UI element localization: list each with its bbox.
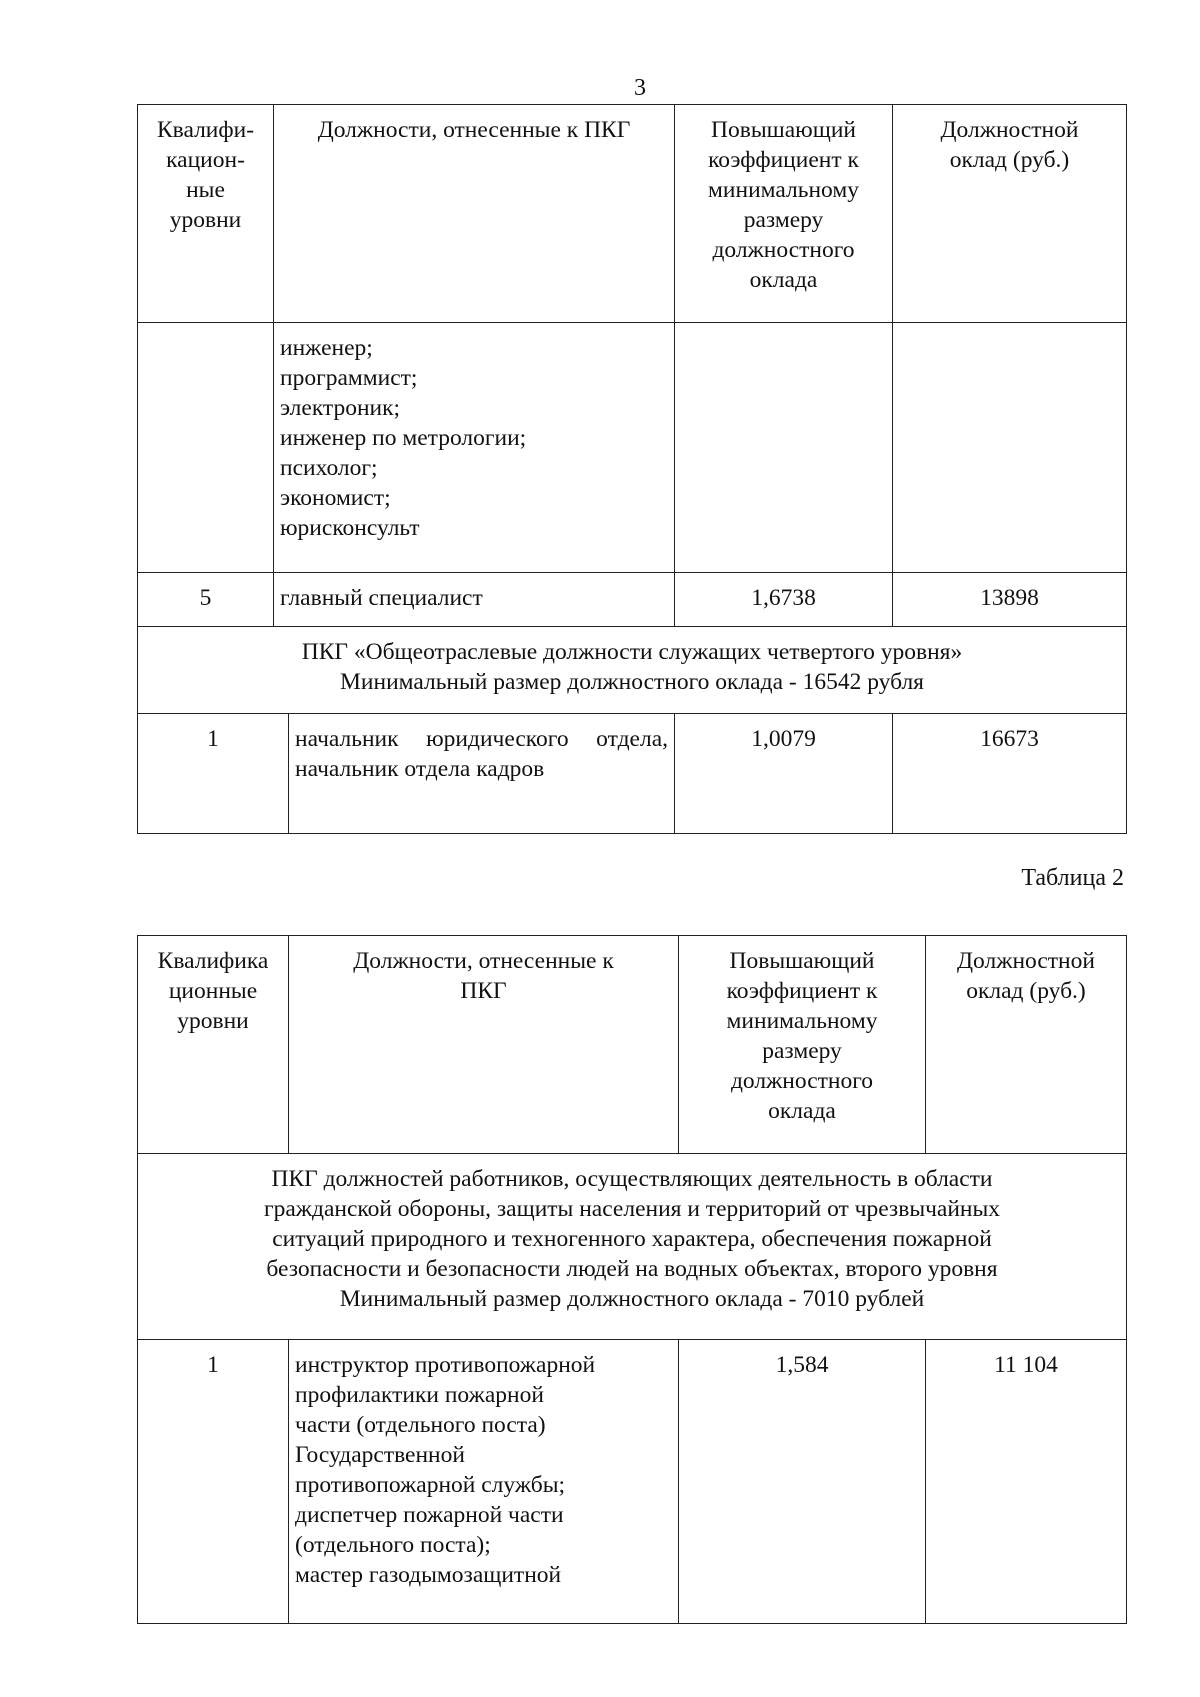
header-coefficient: Повышающий коэффициент к минимальному размеру должностного оклада <box>679 936 926 1154</box>
table-row <box>138 573 1127 627</box>
coefficient-cell: 1,6738 <box>675 573 893 627</box>
header-salary: Должностной оклад (руб.) <box>893 105 1127 323</box>
coefficient-cell: 1,584 <box>679 1340 926 1624</box>
header-salary: Должностной оклад (руб.) <box>926 936 1127 1154</box>
table-2-header-row <box>138 936 1127 1154</box>
table-row <box>138 323 1127 573</box>
header-positions: Должности, отнесенные к ПКГ <box>289 936 679 1154</box>
level-cell: 1 <box>138 1340 289 1624</box>
positions-cell: инженер; программист; электроник; инженер по метрологии; психолог; экономист; юрисконсульт <box>274 323 675 573</box>
positions-cell: начальник юридического отдела, начальник отдела кадров <box>289 714 675 834</box>
salary-cell: 13898 <box>893 573 1127 627</box>
page-number: 3 <box>634 75 646 101</box>
table-1-header-row <box>138 105 1127 323</box>
group-heading-row <box>138 1154 1127 1340</box>
group-heading-row <box>138 627 1127 714</box>
level-cell: 1 <box>138 714 289 834</box>
positions-cell: главный специалист <box>274 573 675 627</box>
header-qualification-levels: Квалифика ционные уровни <box>138 936 289 1154</box>
group-heading: ПКГ должностей работников, осуществляющих деятельность в области гражданской обороны, защиты населения и территорий от чрезвычайных ситуаций природного и техногенного характера, обеспечения пожарной безопасности и безопасности людей на водных объектах, второго уровня Минимальный размер должностного оклада - 7010 рублей <box>138 1154 1127 1340</box>
table-row <box>138 1340 1127 1624</box>
group-heading: ПКГ «Общеотраслевые должности служащих четвертого уровня» Минимальный размер должностного оклада - 16542 рубля <box>138 627 1127 714</box>
table-1 <box>137 104 1127 834</box>
salary-cell: 16673 <box>893 714 1127 834</box>
table-2-caption: Таблица 2 <box>1021 865 1124 891</box>
header-coefficient: Повышающий коэффициент к минимальному размеру должностного оклада <box>675 105 893 323</box>
table-2 <box>137 935 1127 1624</box>
salary-cell: 11 104 <box>926 1340 1127 1624</box>
table-row <box>138 714 1127 834</box>
header-qualification-levels: Квалифи- кацион- ные уровни <box>138 105 274 323</box>
level-cell: 5 <box>138 573 274 627</box>
coefficient-cell <box>675 323 893 573</box>
level-cell <box>138 323 274 573</box>
salary-cell <box>893 323 1127 573</box>
header-positions: Должности, отнесенные к ПКГ <box>274 105 675 323</box>
positions-cell: инструктор противопожарной профилактики пожарной части (отдельного поста) Государственной противопожарной службы; диспетчер пожарной части (отдельного поста); мастер газодымозащитной <box>289 1340 679 1624</box>
coefficient-cell: 1,0079 <box>675 714 893 834</box>
